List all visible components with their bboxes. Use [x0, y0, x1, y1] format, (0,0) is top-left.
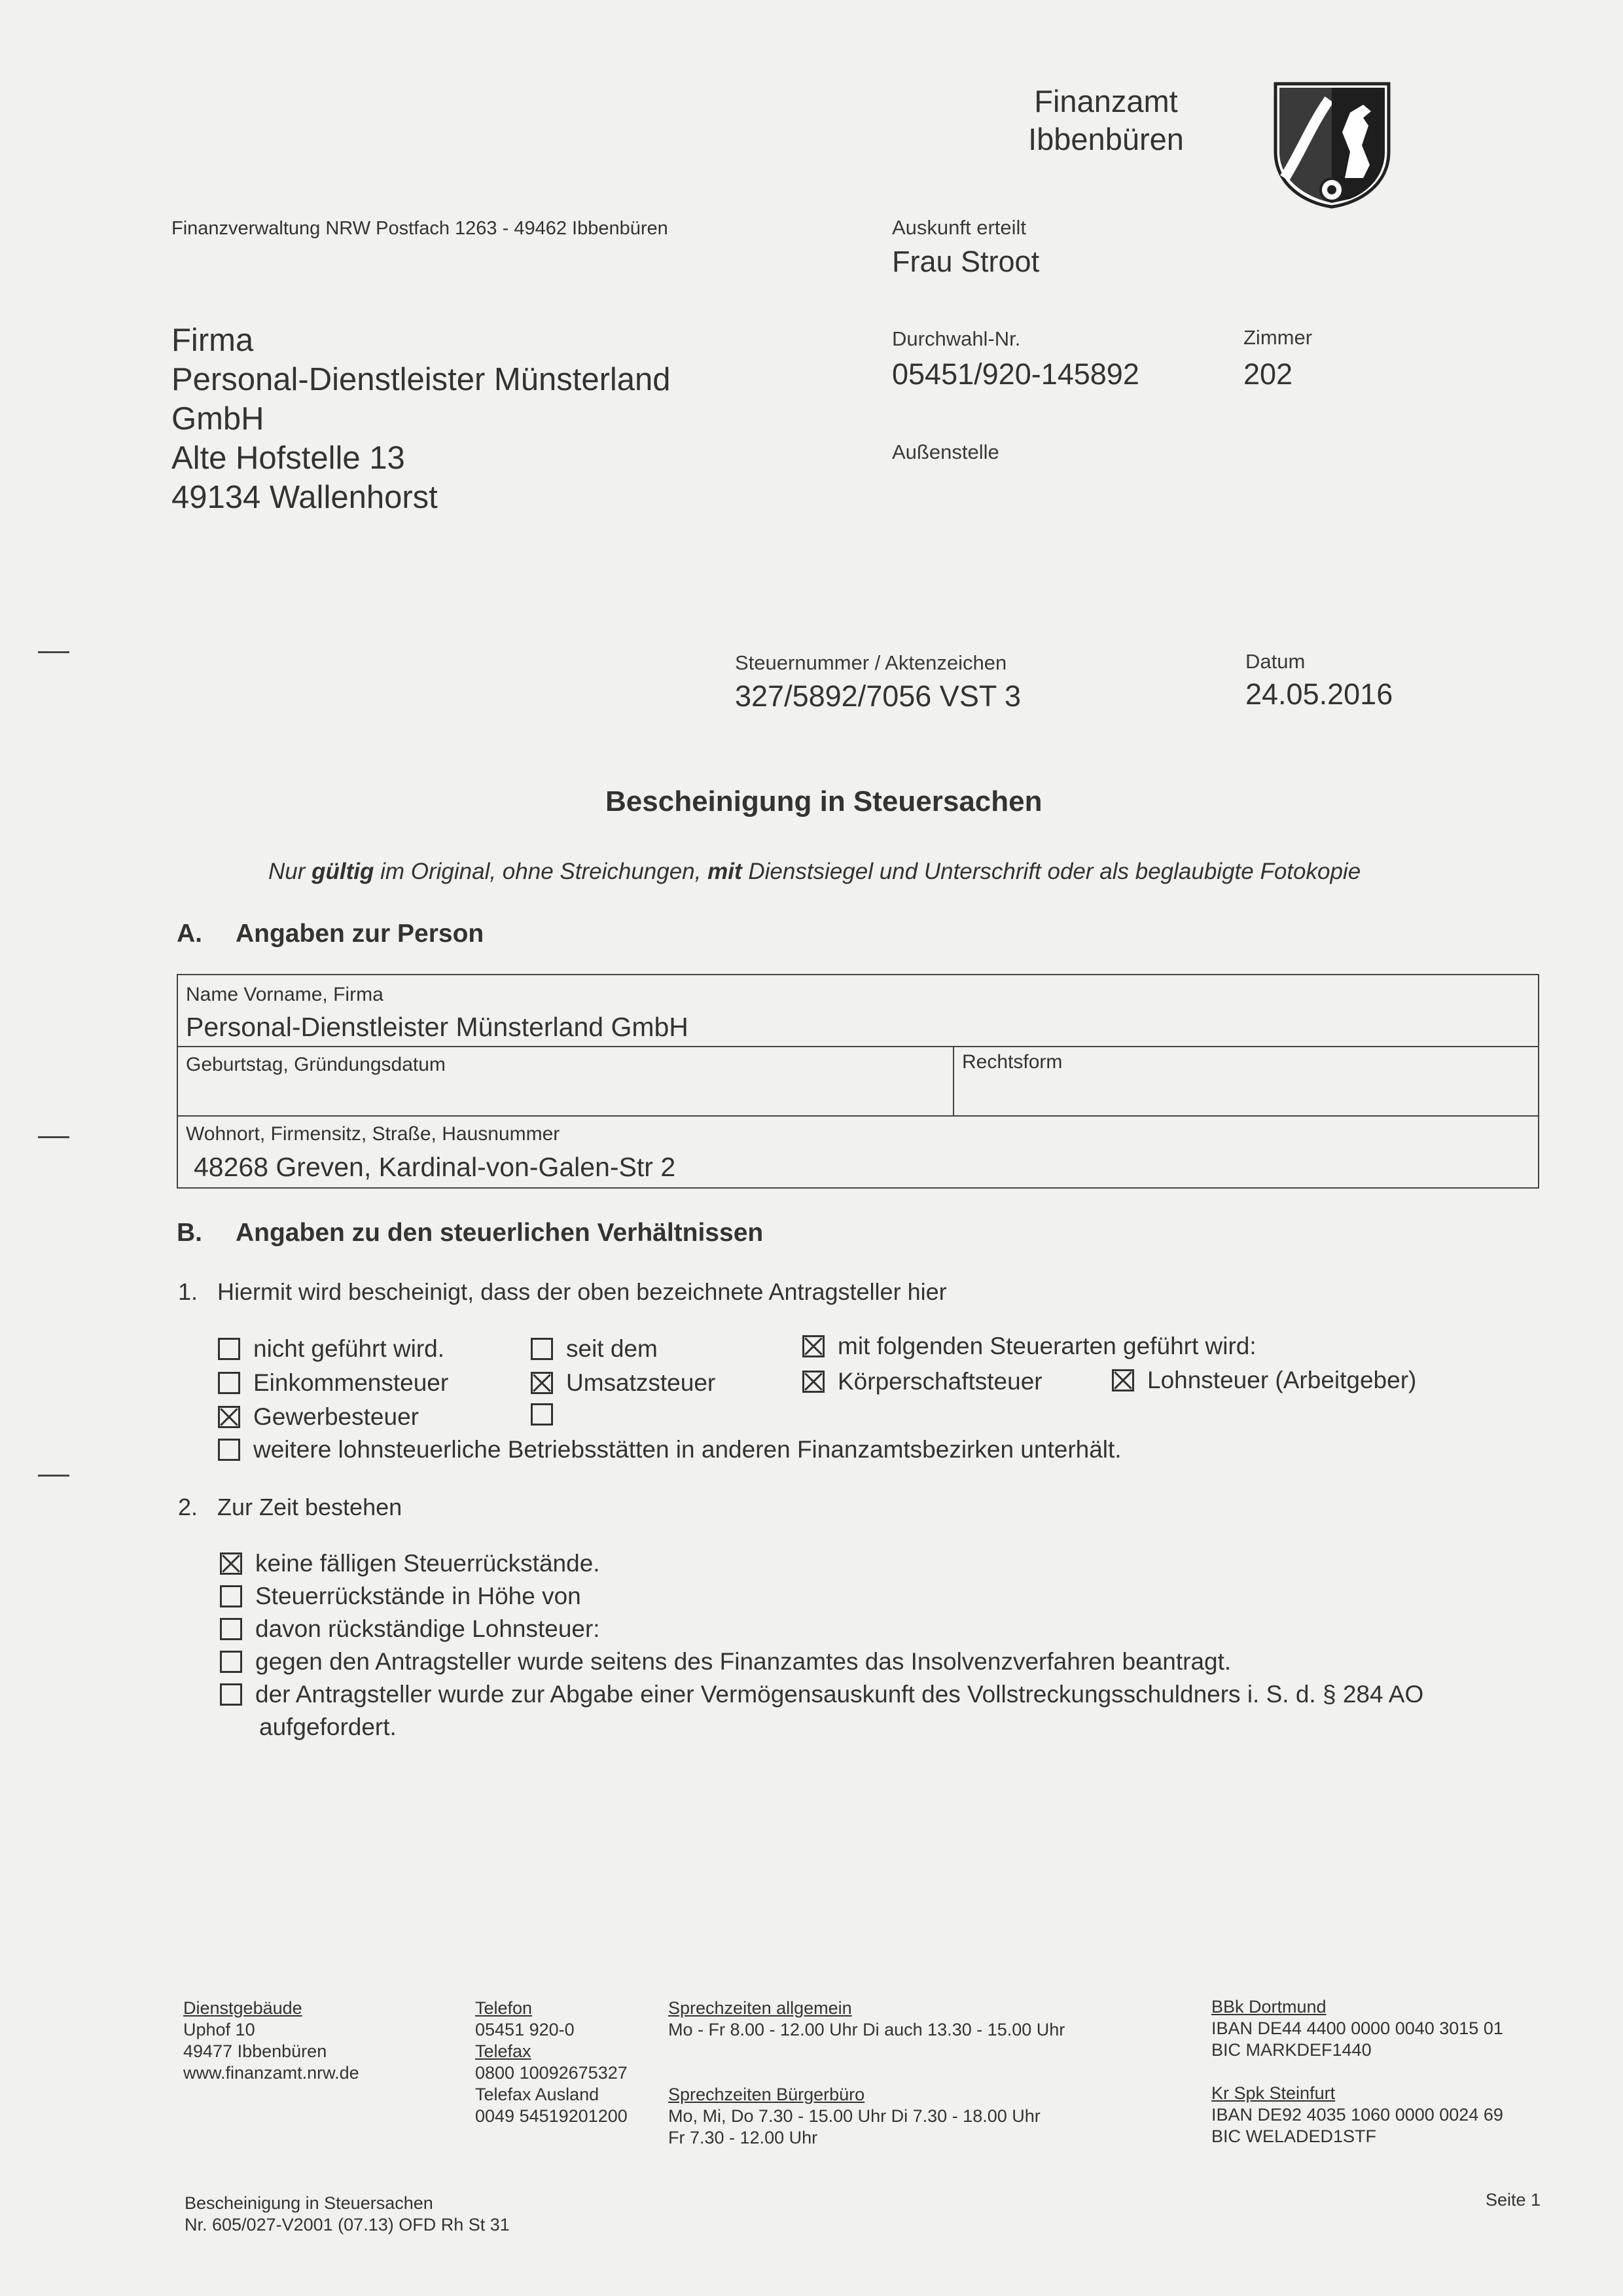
option-nicht-gefuehrt[interactable] [218, 1335, 444, 1363]
checkbox-weitere-betriebsstaetten[interactable] [218, 1439, 240, 1461]
section-a-letter: A. [177, 920, 202, 948]
item1-intro [178, 1278, 947, 1306]
fold-mark-bottom [38, 1475, 69, 1477]
checkbox-rueckstaende-hoehe[interactable] [220, 1585, 242, 1607]
checkbox-einkommensteuer[interactable] [218, 1372, 240, 1394]
option-label: der Antragsteller wurde zur Abgabe einer Vermögensauskunft des Vollstreckungsschuldners i. S. d. § 284 AO [255, 1681, 1424, 1708]
section-b-title: Angaben zu den steuerlichen Verhältnissen [236, 1219, 764, 1247]
checkbox-steuerarten[interactable] [802, 1335, 825, 1357]
dienstgebaeude-line2: 49477 Ibbenbüren [183, 2041, 327, 2061]
recipient-line3: GmbH [171, 401, 264, 437]
option-label: weitere lohnsteuerliche Betriebsstätten in anderen Finanzamtsbezirken unterhält. [253, 1436, 1122, 1463]
checkbox-keine-rueckstaende[interactable] [220, 1552, 242, 1575]
aussenstelle-label: Außenstelle [892, 440, 999, 463]
office-name-line2: Ibbenbüren [1028, 122, 1184, 156]
vermoegensauskunft-continuation: aufgefordert. [259, 1713, 397, 1740]
bank1-bic: BIC MARKDEF1440 [1211, 2040, 1372, 2060]
option-label: nicht geführt wird. [253, 1335, 445, 1362]
office-name [1001, 82, 1211, 158]
recipient-line2: Personal-Dienstleister Münsterland [171, 362, 671, 397]
dienstgebaeude-title: Dienstgebäude [183, 1998, 302, 2018]
birth-label: Geburtstag, Gründungsdatum [186, 1054, 446, 1075]
telefax-title: Telefax [475, 2041, 531, 2061]
option-label: seit dem [566, 1335, 658, 1362]
wohnort-value: 48268 Greven, Kardinal-von-Galen-Str 2 [194, 1152, 676, 1182]
option-label: gegen den Antragsteller wurde seitens des Finanzamtes das Insolvenzverfahren beantragt. [255, 1648, 1232, 1675]
name-label: Name Vorname, Firma [186, 984, 383, 1005]
footer-bank [1211, 1996, 1503, 2147]
datum-label: Datum [1245, 650, 1306, 673]
recipient-line4: Alte Hofstelle 13 [171, 440, 405, 476]
bank1-iban: IBAN DE44 4400 0000 0040 3015 01 [1211, 2018, 1503, 2038]
fold-mark-top [38, 651, 69, 653]
validity-note-part3: Dienstsiegel und Unterschrift oder als beglaubigte Fotokopie [741, 859, 1361, 884]
checkbox-lohnsteuer[interactable] [1112, 1369, 1134, 1391]
office-name-line1: Finanzamt [1034, 84, 1178, 118]
item1-text: Hiermit wird bescheinigt, dass der oben bezeichnete Antragsteller hier [217, 1278, 947, 1305]
checkbox-vermoegensauskunft[interactable] [220, 1683, 242, 1706]
checkbox-lohnsteuer-rueckstand[interactable] [220, 1618, 242, 1640]
nrw-coat-of-arms-icon [1272, 80, 1393, 209]
steuernummer-label: Steuernummer / Aktenzeichen [735, 651, 1007, 674]
option-label: Lohnsteuer (Arbeitgeber) [1147, 1367, 1417, 1393]
checkbox-empty[interactable] [531, 1403, 553, 1426]
footer-sprechzeiten [668, 1998, 1065, 2149]
item2-text: Zur Zeit bestehen [217, 1494, 402, 1520]
option-label: keine fälligen Steuerrückstände. [255, 1550, 600, 1577]
zimmer-value: 202 [1243, 357, 1293, 391]
option-label: Körperschaftsteuer [838, 1368, 1043, 1395]
option-seit-dem[interactable] [531, 1335, 658, 1363]
footer-telefon [475, 1998, 628, 2127]
section-a-heading [177, 920, 484, 948]
sprech-buerger-line2: Fr 7.30 - 12.00 Uhr [668, 2128, 818, 2147]
option-steuerarten[interactable] [802, 1333, 1257, 1360]
item2-intro [178, 1494, 402, 1521]
validity-note-part1: Nur [268, 859, 312, 884]
option-label: Umsatzsteuer [566, 1369, 716, 1396]
telefax-ausland-value: 0049 54519201200 [475, 2106, 628, 2126]
auskunft-value: Frau Stroot [892, 245, 1040, 278]
option-empty[interactable] [531, 1403, 566, 1426]
wohnort-label: Wohnort, Firmensitz, Straße, Hausnummer [186, 1123, 560, 1145]
option-lohnsteuer[interactable] [1112, 1367, 1416, 1394]
option-insolvenzverfahren[interactable] [220, 1648, 1231, 1676]
spacer [1211, 2061, 1503, 2083]
section-b-letter: B. [177, 1219, 202, 1247]
auskunft-label: Auskunft erteilt [892, 216, 1027, 239]
option-label: Gewerbesteuer [253, 1403, 419, 1430]
option-rueckstaende-hoehe[interactable] [220, 1583, 581, 1610]
option-gewerbesteuer[interactable] [218, 1403, 419, 1431]
option-vermoegensauskunft[interactable] [220, 1681, 1423, 1708]
telefax-value: 0800 10092675327 [475, 2063, 628, 2083]
recipient-line1: Firma [171, 323, 254, 358]
steuernummer-value: 327/5892/7056 VST 3 [735, 679, 1022, 713]
zimmer-label: Zimmer [1243, 326, 1313, 349]
option-label: Einkommensteuer [253, 1369, 449, 1396]
bank2-bic: BIC WELADED1STF [1211, 2126, 1377, 2146]
spacer [668, 2041, 1065, 2084]
option-label: davon rückständige Lohnsteuer: [255, 1615, 600, 1642]
bank1-title: BBk Dortmund [1211, 1997, 1327, 2017]
sprech-buerger-line1: Mo, Mi, Do 7.30 - 15.00 Uhr Di 7.30 - 18.00 Uhr [668, 2106, 1041, 2126]
section-b-heading [177, 1219, 763, 1247]
item1-number: 1. [178, 1278, 198, 1305]
bank2-iban: IBAN DE92 4035 1060 0000 0024 69 [1211, 2105, 1503, 2125]
option-weitere-betriebsstaetten[interactable] [218, 1436, 1122, 1463]
checkbox-nicht-gefuehrt[interactable] [218, 1338, 240, 1360]
durchwahl-label: Durchwahl-Nr. [892, 327, 1021, 350]
option-label: Steuerrückstände in Höhe von [255, 1583, 581, 1609]
validity-note-bold2: mit [707, 859, 742, 884]
option-keine-rueckstaende[interactable] [220, 1550, 600, 1577]
return-address: Finanzverwaltung NRW Postfach 1263 - 49462 Ibbenbüren [171, 218, 668, 239]
telefon-value: 05451 920-0 [475, 2020, 575, 2039]
option-einkommensteuer[interactable] [218, 1369, 448, 1397]
option-umsatzsteuer[interactable] [531, 1369, 715, 1397]
option-label: mit folgenden Steuerarten geführt wird: [838, 1333, 1257, 1359]
sprech-allg-line: Mo - Fr 8.00 - 12.00 Uhr Di auch 13.30 - 15.00 Uhr [668, 2020, 1065, 2039]
checkbox-umsatzsteuer[interactable] [531, 1372, 553, 1394]
datum-value: 24.05.2016 [1245, 677, 1393, 711]
footer-dienstgebaeude [183, 1998, 359, 2084]
recipient-address [171, 321, 671, 517]
checkbox-insolvenzverfahren[interactable] [220, 1651, 242, 1673]
option-lohnsteuer-rueckstand[interactable] [220, 1615, 600, 1643]
form-identifier [185, 2193, 510, 2236]
validity-note-bold1: gültig [312, 859, 374, 884]
form-number: Nr. 605/027-V2001 (07.13) OFD Rh St 31 [185, 2215, 510, 2234]
checkbox-gewerbesteuer[interactable] [218, 1406, 240, 1428]
durchwahl-value: 05451/920-145892 [892, 357, 1139, 391]
section-a-title: Angaben zur Person [236, 920, 484, 948]
item2-number: 2. [178, 1494, 198, 1520]
person-table-divider-v [953, 1046, 954, 1117]
option-koerperschaftsteuer[interactable] [802, 1368, 1043, 1395]
rechtsform-label: Rechtsform [962, 1051, 1063, 1073]
telefax-ausland-label: Telefax Ausland [475, 2085, 599, 2104]
name-value: Personal-Dienstleister Münsterland GmbH [186, 1012, 688, 1042]
telefon-title: Telefon [475, 1998, 533, 2018]
sprech-allg-title: Sprechzeiten allgemein [668, 1998, 852, 2018]
bank2-title: Kr Spk Steinfurt [1211, 2083, 1336, 2103]
recipient-line5: 49134 Wallenhorst [171, 480, 438, 515]
person-table-divider-2 [177, 1115, 1539, 1117]
fold-mark-middle [38, 1136, 69, 1138]
sprech-buerger-title: Sprechzeiten Bürgerbüro [668, 2085, 865, 2104]
document-title: Bescheinigung in Steuersachen [605, 785, 1043, 817]
person-table-divider-1 [177, 1046, 1539, 1047]
dienstgebaeude-line1: Uphof 10 [183, 2020, 255, 2039]
checkbox-koerperschaftsteuer[interactable] [802, 1371, 825, 1393]
website-link[interactable]: www.finanzamt.nrw.de [183, 2063, 359, 2083]
validity-note-part2: im Original, ohne Streichungen, [374, 859, 708, 884]
page-number: Seite 1 [1486, 2190, 1541, 2210]
checkbox-seit-dem[interactable] [531, 1338, 553, 1360]
form-name: Bescheinigung in Steuersachen [185, 2193, 433, 2213]
validity-note [268, 859, 1361, 885]
